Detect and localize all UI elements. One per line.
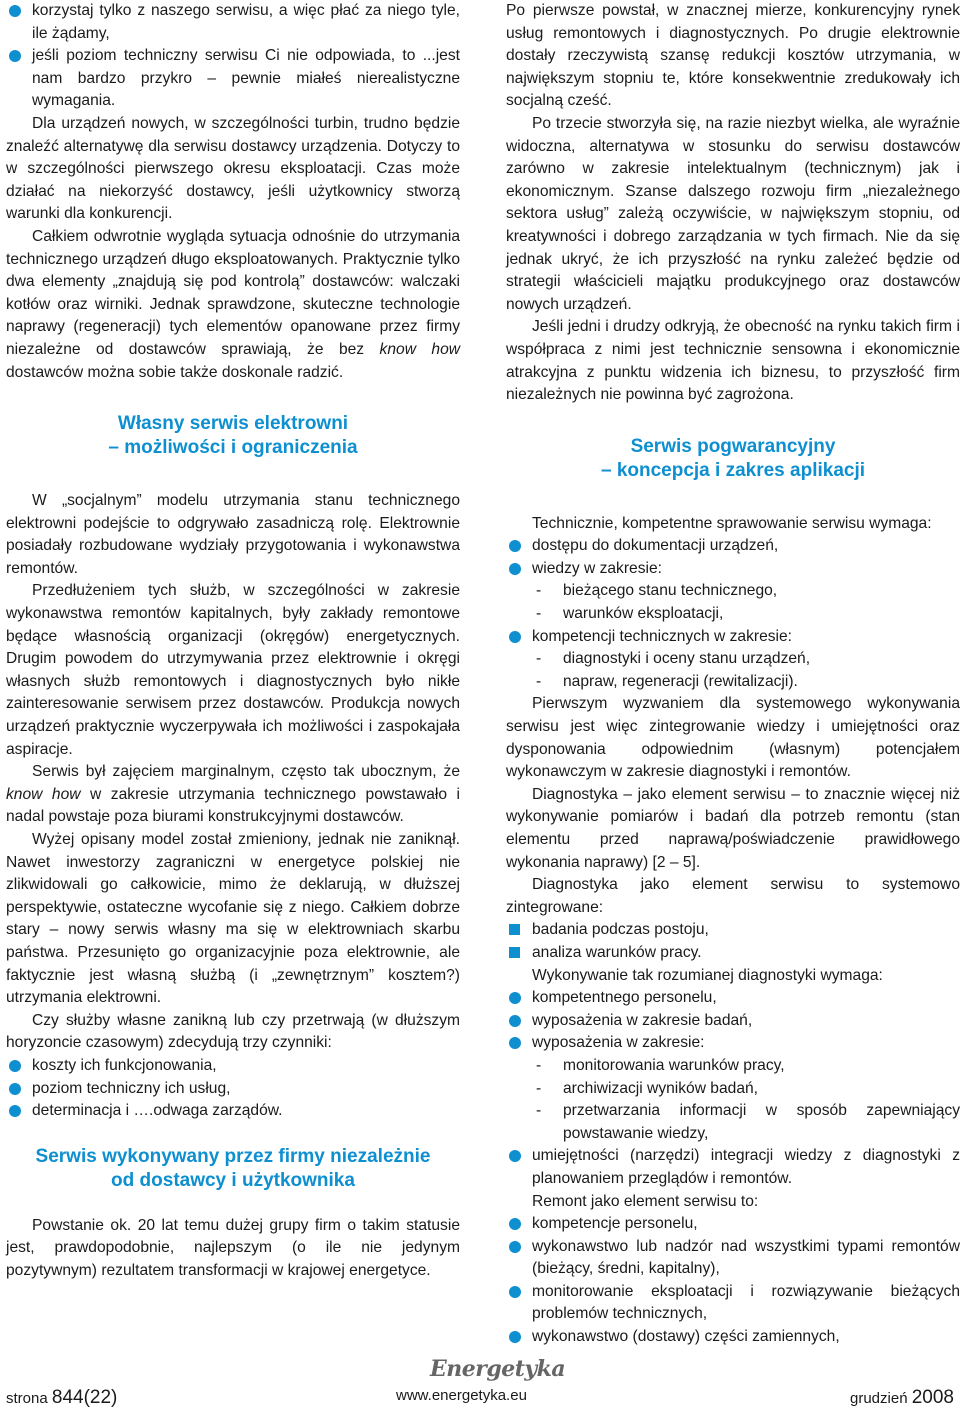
sub-list-item [506,1078,960,1101]
dash-marker: - [536,1056,542,1074]
paragraph [6,226,460,384]
list-item: wykonawstwo lub nadzór nad wszystkimi typami remontów (bieżący, średni, kapitalny), [506,1236,960,1281]
heading-line: Własny serwis elektrowni [117,413,349,435]
section-heading [6,1145,460,1193]
dash-marker: - [536,582,542,600]
paragraph: Diagnostyka jako element serwisu to systemowo zintegrowane: [506,876,960,916]
page-prefix: strona [6,1390,48,1407]
list-item: umiejętności (narzędzi) integracji wiedzy z diagnostyki z planowaniem przeglądów i remontów. [506,1145,960,1190]
website-link[interactable]: www.energetyka.eu [396,1387,527,1404]
list-item: koszty ich funkcjonowania, [6,1055,460,1078]
sub-list-text: monitorowania warunków pracy, [563,1056,785,1074]
energetyka-logo: Energetyka [430,1356,566,1382]
paragraph: Po pierwsze powstał, w znacznej mierze, konkurencyjny rynek usług remontowych i diagnostycznych. Po drugie elektrownie dostały rzeczywistą szansę redukcji kosztów utrzymania, w największym stopniu te, które konsekwentnie zredukowały ich socjalną cześć. [506,2,960,110]
list-item: wykonawstwo (dostawy) części zamiennych, [506,1326,960,1349]
heading-line: Serwis pogwarancyjny [630,435,836,457]
list-item: jeśli poziom techniczny serwisu Ci nie odpowiada, to ...jest nam bardzo przykro – pewnie miałeś nierealistyczne wymagania. [6,45,460,113]
section-heading [506,435,960,483]
issue-month: grudzień [850,1390,908,1407]
list-item: kompetencji technicznych w zakresie: [506,626,960,649]
heading-line: od dostawcy i użytkownika [111,1169,355,1191]
sub-list-item [506,1055,960,1078]
paragraph: Technicznie, kompetentne sprawowanie serwisu wymaga: [532,514,932,532]
dash-marker: - [536,1102,542,1120]
heading-line: – możliwości i ograniczenia [108,437,358,459]
list-item: korzystaj tylko z naszego serwisu, a więc płać za niego tyle, ile żądamy, [6,0,460,45]
paragraph: Powstanie ok. 20 lat temu dużej grupy firm o takim statusie jest, prawdopodobnie, najlepszym (o ile nie jedynym pozytywnym) rezultatem transformacji w krajowej energetyce. [6,1216,460,1279]
sub-list-text: diagnostyki i oceny stanu urządzeń, [563,650,811,668]
sub-list-text: archiwizacji wyników badań, [563,1079,759,1097]
list-item: analiza warunków pracy. [506,942,960,965]
sub-list-item [506,1100,960,1145]
text-run: w zakresie utrzymania technicznego powstawało i nadal powstaje poza biurami konstrukcyjnymi dostawców. [6,785,460,826]
paragraph: Dla urządzeń nowych, w szczególności turbin, trudno będzie znaleźć alternatywę dla serwisu dostawcy urządzenia. Dotyczy to w szczególności pierwszego okresu eksploatacji. Czas może działać na niekorzyść dostawcy, jeśli użytkownicy stworzą warunki dla konkurencji. [6,114,460,223]
page-number [6,1387,117,1409]
list-item: monitorowanie eksploatacji i rozwiązywanie bieżących problemów technicznych, [506,1281,960,1326]
paragraph: Czy służby własne zanikną lub czy przetrwają (w dłuższym horyzoncie czasowym) zdecydują trzy czynniki: [6,1011,460,1052]
dash-marker: - [536,1079,542,1097]
issue-date [850,1387,954,1409]
paragraph: Wyżej opisany model został zmieniony, jednak nie zaniknął. Nawet inwestorzy zagraniczni w energetyce polskiej nie zlikwidowali go całkowicie, mimo że deklarują, w dłuższej perspektywie, ostateczne wycofanie się z niego. Całkiem dobrze stary – nowy serwis własny ma się w elektrowniach skarbu państwa. Przesunięto go organizacyjnie poza elektrownie, ale faktycznie jest własną służbą (i „zewnętrznym” kosztem?) utrzymania elektrowni. [6,831,460,1007]
paragraph [6,761,460,829]
dash-marker: - [536,672,542,690]
dash-marker: - [536,605,542,623]
paragraph: Przedłużeniem tych służb, w szczególności w zakresie wykonawstwa remontów kapitalnych, były zakłady remontowe będące własnością organizacji (okręgów) energetycznych. Drugim powodem do utrzymywania przez elektrownie i okręgi własnych służb remontowych i diagnostycznych było nikłe zainteresowanie serwisem przez dostawców. Produkcja nowych urządzeń praktycznie wyczerpywała ich możliwości i zaspokajała aspiracje. [6,582,460,758]
text-run: Całkiem odwrotnie wygląda sytuacja odnośnie do utrzymania technicznego urządzeń długo eksploatowanych. Praktycznie tylko dwa elementy „znajdują się pod kontrolą” dostawców: walczaki kotłów oraz wirniki. Jednak sprawdzone, skuteczne technologie naprawy (regeneracji) tych elementów opanowane przez firmy niezależne od dostawców sprawiają, że bez [6,227,460,358]
paragraph: Pierwszym wyzwaniem dla systemowego wykonywania serwisu jest więc zintegrowanie wiedzy i umiejętności oraz dysponowania odpowiednim (własnym) potencjałem wykonawczym w zakresie diagnostyki i remontów. [506,695,960,781]
paragraph: Jeśli jedni i drudzy odkryją, że obecność na rynku takich firm i współpraca z nimi jest technicznie sensowna i ekonomicznie atrakcyjna z punktu widzenia ich biznesu, to przyszłość firm niezależnych nie powinna być zagrożona. [506,318,960,404]
heading-line: – koncepcja i zakres aplikacji [600,459,866,481]
text-run: Serwis był zajęciem marginalnym, często tak ubocznym, że [32,763,460,781]
text-run: dostawców można sobie także doskonale radzić. [6,363,344,381]
list-item: kompetentnego personelu, [506,987,960,1010]
section-heading [6,412,460,460]
sub-list-item [506,671,960,694]
sub-list-text: bieżącego stanu technicznego, [563,582,778,600]
sub-list-item [506,580,960,603]
page-footer [0,1356,960,1413]
list-item: determinacja i ….odwaga zarządów. [6,1100,460,1123]
list-item: kompetencje personelu, [506,1213,960,1236]
list-item: dostępu do dokumentacji urządzeń, [506,535,960,558]
left-column [6,0,460,1283]
paragraph: Remont jako element serwisu to: [532,1192,759,1210]
heading-line: Serwis wykonywany przez firmy niezależnie [35,1145,431,1167]
list-item: wyposażenia w zakresie badań, [506,1010,960,1033]
list-item: badania podczas postoju, [506,919,960,942]
list-item: poziom techniczny ich usług, [6,1078,460,1101]
paragraph: Wykonywanie tak rozumianej diagnostyki wymaga: [532,966,883,984]
page-number-value: 844(22) [51,1387,118,1408]
text-run-italic: know how [6,785,81,803]
list-item: wyposażenia w zakresie: [506,1032,960,1055]
paragraph: Po trzecie stworzyła się, na razie niezbyt wielka, ale wyraźnie widoczna, alternatywa w stosunku do serwisu dostawców zarówno w zakresie intelektualnym (technicznym) jak i ekonomicznym. Szanse dalszego rozwoju firm „niezależnego sektora usług” zależą oczywiście, w największym stopniu, od kreatywności i dobrego zarządzania w tych firmach. Nie da się jednak ukryć, że ich przyszłość na rynku zależeć będzie od strategii właścicieli majątku produkcyjnego oraz dostawców nowych urządzeń. [506,114,960,313]
paragraph: W „socjalnym” modelu utrzymania stanu technicznego elektrowni podejście to odgrywało zasadniczą rolę. Elektrownie posiadały rozbudowane wydziały przygotowania i wykonawstwa remontów. [6,492,460,577]
issue-year: 2008 [911,1387,954,1408]
sub-list-item [506,603,960,626]
text-run-italic: know how [379,340,461,358]
sub-list-item [506,648,960,671]
sub-list-text: przetwarzania informacji w sposób zapewniający powstawanie wiedzy, [563,1102,960,1142]
sub-list-text: warunków eksploatacji, [563,605,724,623]
sub-list-text: napraw, regeneracji (rewitalizacji). [563,672,798,690]
right-column [506,0,960,1349]
paragraph: Diagnostyka – jako element serwisu – to znacznie więcej niż wykonywanie pomiarów i badań dla potrzeb remontu (stan elementu przed naprawą/poświadczenie prawidłowego wykonania naprawy) [2 – 5]. [506,785,960,871]
dash-marker: - [536,650,542,668]
list-item: wiedzy w zakresie: [506,558,960,581]
